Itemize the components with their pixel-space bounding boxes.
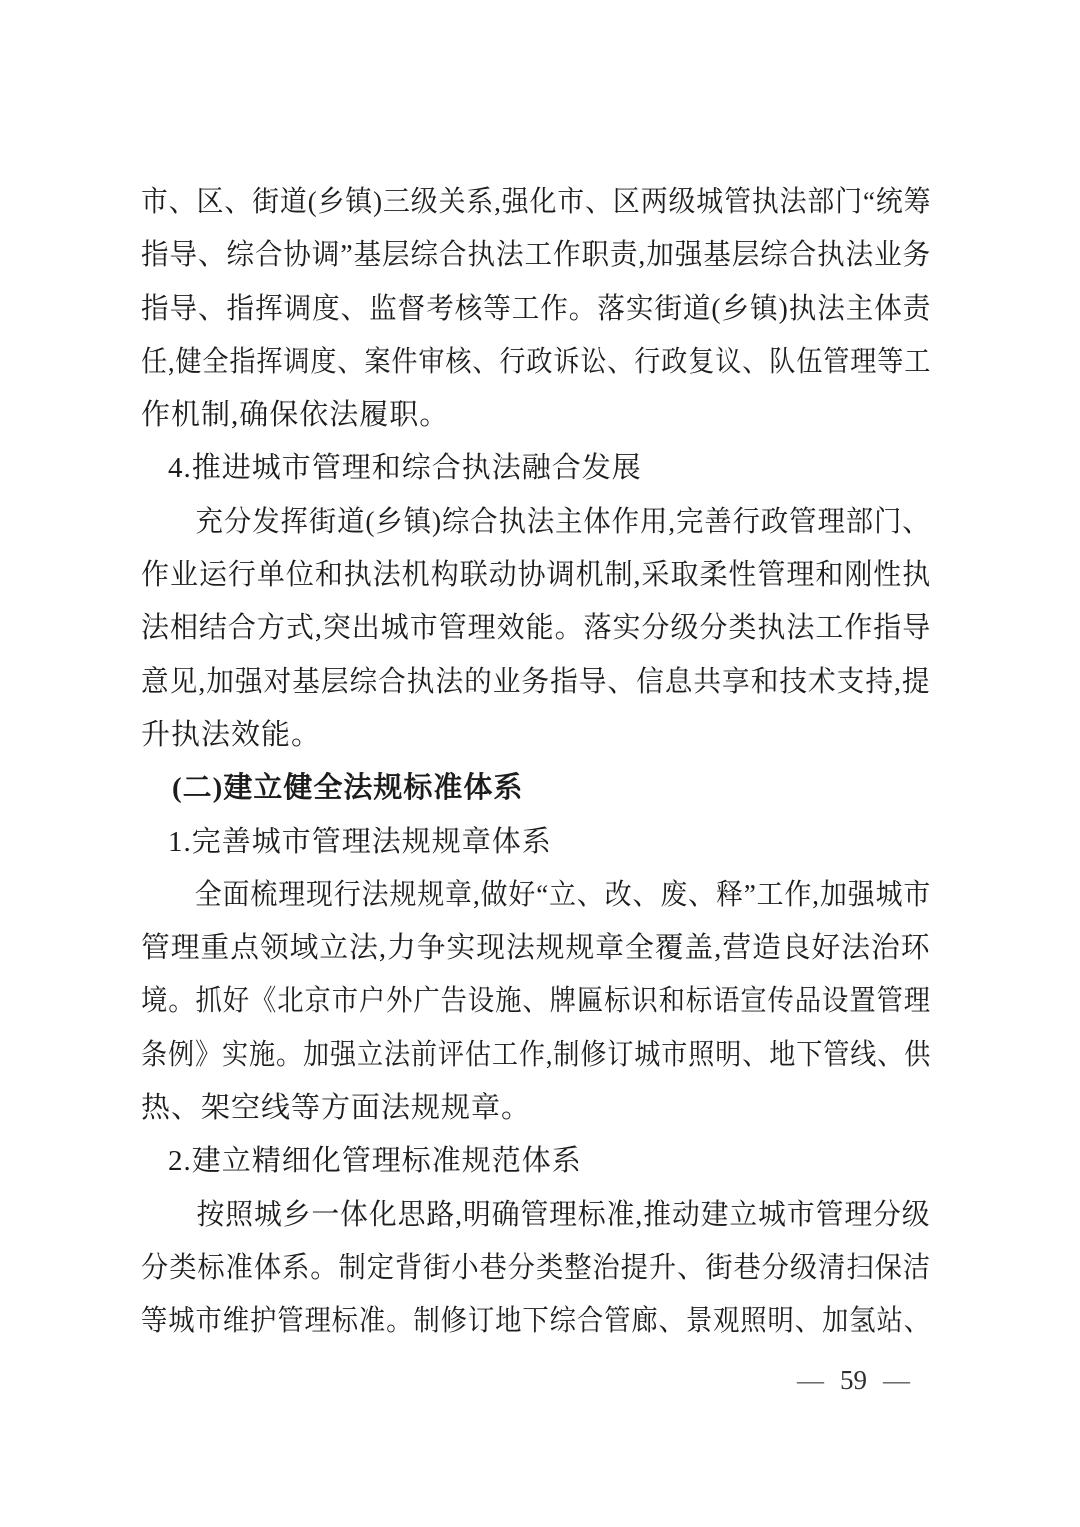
body-line: 全面梳理现行法规规章,做好“立、改、废、释”工作,加强城市 bbox=[194, 878, 932, 911]
body-line: 意见,加强对基层综合执法的业务指导、信息共享和技术支持,提 bbox=[141, 665, 931, 698]
body-line: 市、区、街道(乡镇)三级关系,强化市、区两级城管执法部门“统筹 bbox=[141, 186, 932, 218]
body-line: 分类标准体系。制定背街小巷分类整治提升、街巷分级清扫保洁 bbox=[141, 1251, 932, 1284]
body-line: 境。抓好《北京市户外广告设施、牌匾标识和标语宣传品设置管理 bbox=[141, 985, 932, 1018]
body-line: 作业运行单位和执法机构联动协调机制,采取柔性管理和刚性执 bbox=[141, 559, 932, 592]
page-number-dash-left: — bbox=[797, 1365, 824, 1395]
body-line: 条例》实施。加强立法前评估工作,制修订城市照明、地下管线、供 bbox=[141, 1038, 932, 1071]
body-line: 充分发挥街道(乡镇)综合执法主体作用,完善行政管理部门、 bbox=[195, 505, 931, 538]
body-line: 指导、综合协调”基层综合执法工作职责,加强基层综合执法业务 bbox=[141, 239, 932, 272]
body-line: 指导、指挥调度、监督考核等工作。落实街道(乡镇)执法主体责 bbox=[141, 292, 932, 325]
body-line: 等城市维护管理标准。制修订地下综合管廊、景观照明、加氢站、 bbox=[141, 1305, 932, 1338]
body-line: 热、架空线等方面法规规章。 bbox=[141, 1092, 532, 1125]
heading-numbered: 2.建立精细化管理标准规范体系 bbox=[168, 1145, 582, 1178]
body-line: 管理重点领域立法,力争实现法规规章全覆盖,营造良好法治环 bbox=[141, 932, 931, 965]
body-line: 升执法效能。 bbox=[141, 718, 322, 751]
body-line: 法相结合方式,突出城市管理效能。落实分级分类执法工作指导 bbox=[141, 612, 932, 645]
page-number-dash-right: — bbox=[883, 1365, 910, 1395]
heading-section: (二)建立健全法规标准体系 bbox=[172, 772, 524, 805]
page-number bbox=[797, 1360, 910, 1400]
body-line: 按照城乡一体化思路,明确管理标准,推动建立城市管理分级 bbox=[196, 1198, 931, 1231]
document-body bbox=[141, 176, 931, 1349]
heading-numbered: 1.完善城市管理法规规章体系 bbox=[168, 825, 552, 858]
body-line: 任,健全指挥调度、案件审核、行政诉讼、行政复议、队伍管理等工 bbox=[141, 345, 932, 378]
page-number-value: 59 bbox=[840, 1365, 867, 1395]
body-line: 作机制,确保依法履职。 bbox=[141, 399, 450, 432]
heading-numbered: 4.推进城市管理和综合执法融合发展 bbox=[168, 452, 642, 485]
